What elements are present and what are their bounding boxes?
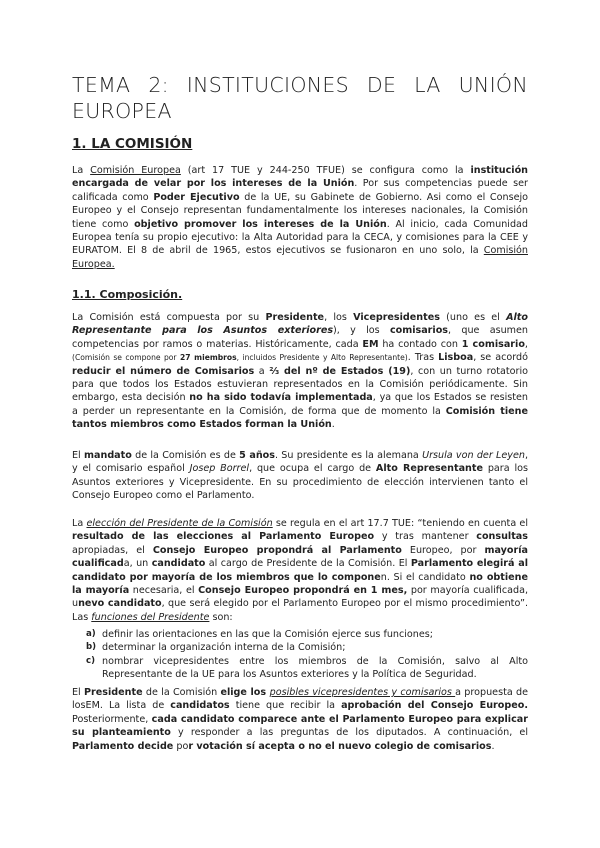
bold-text: cada candidato comparece ante el Parlamento Europeo para explicar su planteamiento [72,713,528,739]
bold-text: comisarios [389,325,449,337]
text: para los Asuntos exteriores y Vicepresidente. En su procedimiento de elección intervienen tanto el Consejo Europeo como el Parlamento. [72,463,528,502]
paragraph-nombramiento [72,686,528,753]
small-bold-text: 27 miembros [179,353,237,363]
bold-text: Consejo Europeo propondrá al Parlamento [152,544,402,556]
bold-text: ⅔ del nº de Estados (19) [269,365,411,377]
text: . Por sus competencias puede ser calificada como [72,178,528,203]
list-item-text: determinar la organización interna de la Comisión; [102,642,346,654]
text: y responder a las preguntas de los diputados. A continuación, el [170,727,528,739]
text: ), y los [333,325,390,337]
section-heading-comision: 1. LA COMISIÓN [72,136,193,152]
bold-text: reducir el número de Comisarios [72,365,255,377]
list-marker: a) [86,629,96,639]
text: , y el comisario español [72,450,529,475]
text: , ya que los Estados se resisten a perder un representante en la Comisión, de forma que de momento la [72,392,528,417]
text: La [72,518,87,529]
text: apropiadas, el [72,544,153,556]
text: n. Si el candidato [380,571,470,583]
title-line-1: TEMA 2: INSTITUCIONES DE LA UNIÓN [72,73,528,97]
text: Posteriormente, [72,713,152,725]
italic-text: Ursula von der Leyen [422,450,525,461]
bold-text: Comisión tiene tantos miembros como Estados forman la Unión [72,405,528,431]
paragraph-composicion [72,311,528,432]
text: necesaria, el [129,585,199,597]
text: , se acordó [473,352,528,364]
bold-text: Lisboa [438,352,474,364]
bold-text: institución encargada de velar por los intereses de la Unión [72,165,528,190]
list-item [72,628,528,641]
text: po [173,740,189,752]
paragraph-mandato [72,449,528,503]
text: a, un [123,558,152,570]
paragraph-eleccion-presidente [72,517,528,624]
text: y tras mantener [374,531,477,543]
link-funciones-presidente[interactable]: funciones del Presidente [91,611,210,623]
text: , [524,338,528,350]
link-comision-europea[interactable]: Comisión Europea [90,165,181,176]
bold-text: mandato [84,450,132,461]
bold-text: elige los [220,687,270,698]
list-marker: b) [86,642,97,653]
small-text: , incluidos Presidente y Alto Representante) [236,353,408,363]
bold-text: Consejo Europeo propondrá en 1 mes, [198,585,408,597]
text: El [72,687,85,698]
list-item [72,641,528,654]
link-comision-europea-2[interactable]: Comisión Europea. [72,245,528,270]
text: . [331,419,335,431]
text: ha contado con [378,338,462,350]
bold-text: Presidente [84,687,143,698]
text: . Al inicio, cada Comunidad Europea tenía su propio ejecutivo: la Alta Autoridad para la CECA, y comisiones para la CEE y EURATOM. El 8 de abril de 1965, estos ejecutivos se fusionaron en uno solo, la [72,218,528,257]
list-item-text: definir las orientaciones en las que la Comisión ejerce sus funciones; [102,629,434,640]
title-line-2: EUROPEA [72,99,172,123]
bold-text: consultas [476,531,528,543]
text: . Tras [407,352,439,364]
list-item-text: nombrar vicepresidentes entre los miembros de la Comisión, salvo al Alto Representante de la UE para los Asuntos exteriores y la Política de Seguridad. [102,655,528,681]
bold-text: r votación sí acepta o no el nuevo colegio de comisarios [188,740,492,752]
bold-text: Parlamento decide [72,740,174,752]
text: , los [324,312,354,323]
bold-text: Alto Representante [375,463,483,475]
text: de la Comisión es de [131,450,240,461]
italic-text: Josep Borrel [189,463,250,475]
bold-text: mayoría cualificad [72,544,528,570]
link-eleccion-presidente[interactable]: elección del Presidente de la Comisión [86,518,273,529]
text: tiene que recibir la [229,700,342,712]
bold-text: Poder Ejecutivo [153,191,240,203]
bold-text: no ha sido todavía implementada [189,392,373,404]
subsection-heading-composicion: 1.1. Composición. [72,288,183,301]
text: . [491,740,495,752]
bold-text: resultado de las elecciones al Parlamento Europeo [72,531,375,543]
text: Europeo, por [401,544,485,556]
bold-text: Parlamento elegirá al candidato por mayoría de los miembros que lo compone [72,558,529,583]
paragraph-intro [72,164,528,271]
text: al cargo de Presidente de la Comisión. El [205,558,411,570]
bold-text: 1 comisario [461,338,525,350]
small-text: (Comisión se compone por [72,353,180,363]
bold-text: candidato [151,558,206,570]
bold-text: Presidente [265,312,325,323]
bold-text: no obtiene la mayoría [72,571,528,597]
bold-text: nevo candidato [78,598,162,610]
text: por mayoría cualificada, u [72,585,528,610]
bold-text: EM [362,338,379,350]
list-marker: c) [86,655,96,666]
text: son: [209,611,233,623]
document-title [72,72,528,124]
text: , que será elegido por el Parlamento Europeo por el mismo procedimiento”. Las [72,598,528,623]
text: , que asumen competencias por ramos o materias. Históricamente, cada [72,325,529,350]
text: se regula en el art 17.7 TUE: “teniendo en cuenta el [272,518,529,529]
bold-text: 5 años [239,450,275,461]
bold-text: aprobación del Consejo Europeo. [341,700,528,712]
bold-text: candidatos [170,700,230,712]
bold-text: Vicepresidentes [353,312,440,323]
text: La [72,165,91,176]
text: de la UE, su Gabinete de Gobierno. Asi como el Consejo Europeo y el Consejo representan fundamentalmente los intereses nacionales, la Comisión tiene como [72,191,529,230]
text: El [72,450,85,461]
text: . Su presidente es la alemana [274,450,423,461]
link-vicepresidentes-comisarios[interactable]: posibles vicepresidentes y comisarios [269,687,456,698]
text: a propuesta de losEM. La lista de [72,687,528,712]
text: de la Comisión [142,687,221,698]
text: , con un turno rotatorio para que todos los Estados estuvieran representados en la Comisión periódicamente. Sin embargo, esta decisión [72,365,528,404]
bold-italic-text: Alto Representante para los Asuntos exteriores [72,312,528,337]
text: (uno es el [439,312,507,323]
text: (art 17 TUE y 244-250 TFUE) se configura como la [180,165,471,176]
text: a [254,365,270,377]
text: , que ocupa el cargo de [249,463,376,475]
list-item [72,655,528,682]
bold-text: objetivo promover los intereses de la Unión [134,218,387,230]
funciones-list [72,628,528,682]
text: La Comisión está compuesta por su [72,312,266,323]
